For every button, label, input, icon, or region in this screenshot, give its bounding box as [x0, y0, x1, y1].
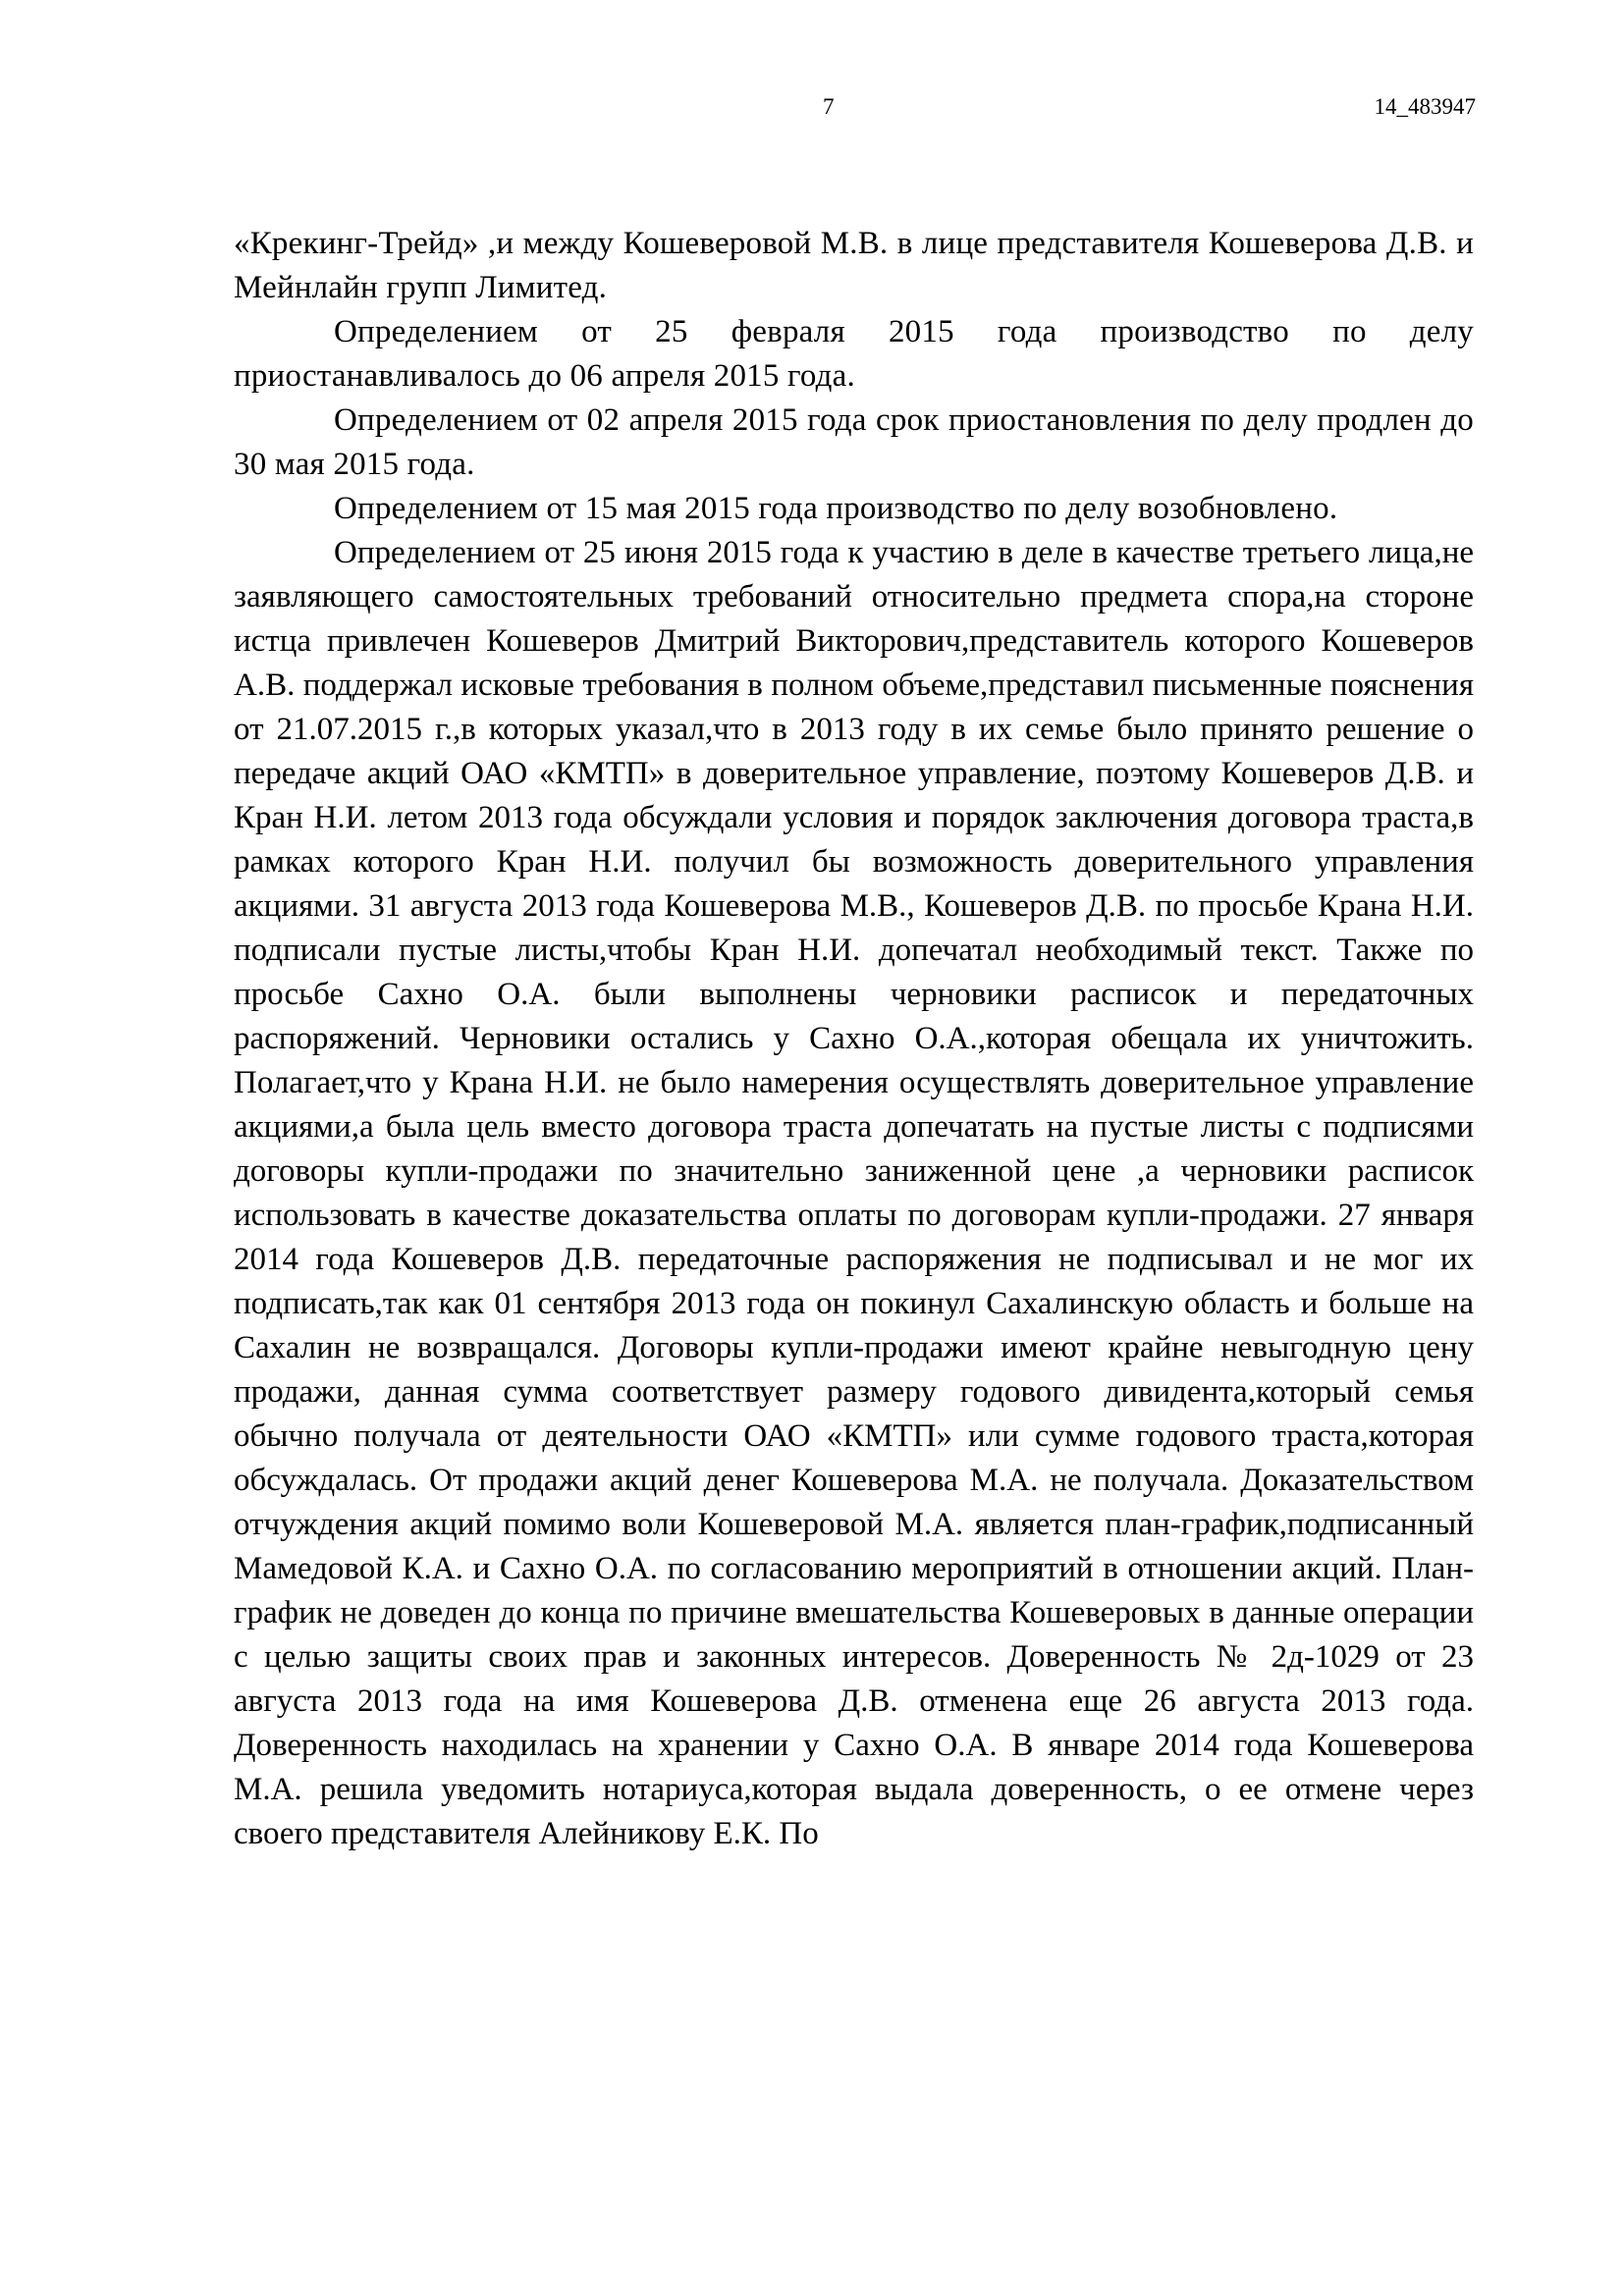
page-number: 7 [823, 94, 835, 119]
paragraph: Определением от 15 мая 2015 года производство по делу возобновлено. [334, 491, 1338, 526]
paragraph: «Крекинг-Трейд» ,и между Кошеверовой М.В. в лице представителя Кошеверова Д.В. и Мейнлайн групп Лимитед. [234, 226, 1474, 305]
page-header [0, 94, 1624, 133]
paragraph: Определением от 25 июня 2015 года к участию в деле в качестве третьего лица,не заявляющего самостоятельных требований относительно предмета спора,на стороне истца привлечен Кошеверов Дмитрий Викторович,представитель которого Кошеверов А.В. поддержал исковые требования в полном объеме,представил письменные пояснения от 21.07.2015 г.,в которых указал,что в 2013 году в их семье было принято решение о передаче акций ОАО «КМТП» в доверительное управление, поэтому Кошеверов Д.В. и Кран Н.И. летом 2013 года обсуждали условия и порядок заключения договора траста,в рамках которого Кран Н.И. получил бы возможность доверительного управления акциями. 31 августа 2013 года Кошеверова М.В., Кошеверов Д.В. по просьбе Крана Н.И. подписали пустые листы,чтобы Кран Н.И. допечатал необходимый текст. Также по просьбе Сахно О.А. были выполнены черновики расписок и передаточных распоряжений. Черновики остались у Сахно О.А.,которая обещала их уничтожить. Полагает,что у Крана Н.И. не было намерения осуществлять доверительное управление акциями,а была цель вместо договора траста допечатать на пустые листы с подписями договоры купли-продажи по значительно заниженной цене ,а черновики расписок использовать в качестве доказательства оплаты по договорам купли-продажи. 27 января 2014 года Кошеверов Д.В. передаточные распоряжения не подписывал и не мог их подписать,так как 01 сентября 2013 года он покинул Сахалинскую область и больше на Сахалин не возвращался. Договоры купли-продажи имеют крайне невыгодную цену продажи, данная сумма соответствует размеру годового дивидента,который семья обычно получала от деятельности ОАО «КМТП» или сумме годового траста,которая обсуждалась. От продажи акций денег Кошеверова М.А. не получала. Доказательством отчуждения акций помимо воли Кошеверовой М.А. является план-график,подписанный Мамедовой К.А. и Сахно О.А. по согласованию мероприятий в отношении акций. План-график не доведен до конца по причине вмешательства Кошеверовых в данные операции с целью защиты своих прав и законных интересов. Доверенность № 2д-1029 от 23 августа 2013 года на имя Кошеверова Д.В. отменена еще 26 августа 2013 года. Доверенность находилась на хранении у Сахно О.А. В январе 2014 года Кошеверова М.А. решила уведомить нотариуса,которая выдала доверенность, о ее отмене через своего представителя Алейникову Е.К. По [234, 535, 1474, 1851]
document-id: 14_483947 [1374, 94, 1476, 119]
paragraph: Определением от 02 апреля 2015 года срок приостановления по делу продлен до 30 мая 2015 года. [234, 402, 1474, 482]
document-body [234, 222, 1474, 1856]
paragraph: Определением от 25 февраля 2015 года производство по делу приостанавливалось до 06 апреля 2015 года. [234, 314, 1474, 394]
